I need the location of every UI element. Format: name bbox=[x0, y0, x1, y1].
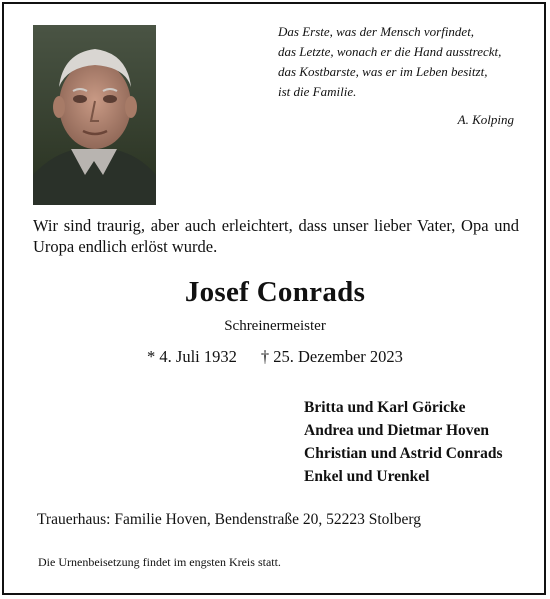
quote-line: das Letzte, wonach er die Hand ausstreckt, bbox=[278, 44, 502, 59]
quote-line: das Kostbarste, was er im Leben besitzt, bbox=[278, 64, 488, 79]
deceased-name: Josef Conrads bbox=[184, 276, 366, 308]
quote-author: A. Kolping bbox=[457, 112, 514, 127]
quote-line: ist die Familie. bbox=[278, 84, 357, 99]
family-member: Andrea und Dietmar Hoven bbox=[304, 422, 490, 439]
death-date: † 25. Dezember 2023 bbox=[260, 347, 403, 366]
family-member: Enkel und Urenkel bbox=[304, 468, 430, 485]
burial-note: Die Urnenbeisetzung findet im engsten Kreis statt. bbox=[38, 555, 281, 569]
deceased-profession: Schreinermeister bbox=[224, 318, 326, 334]
family-member: Christian und Astrid Conrads bbox=[304, 445, 503, 462]
quote-line: Das Erste, was der Mensch vorfindet, bbox=[278, 24, 475, 39]
life-dates bbox=[0, 347, 550, 367]
mourning-house-address: Trauerhaus: Familie Hoven, Bendenstraße 20, 52223 Stolberg bbox=[37, 511, 422, 528]
birth-date: * 4. Juli 1932 bbox=[147, 347, 237, 366]
family-member: Britta und Karl Göricke bbox=[304, 399, 466, 416]
family-list bbox=[304, 396, 503, 488]
quote-block bbox=[278, 22, 518, 130]
intro-text: Wir sind traurig, aber auch erleichtert, dass unser lieber Vater, Opa und Uropa endlich erlöst wurde. bbox=[33, 216, 519, 256]
portrait-photo bbox=[33, 25, 156, 205]
